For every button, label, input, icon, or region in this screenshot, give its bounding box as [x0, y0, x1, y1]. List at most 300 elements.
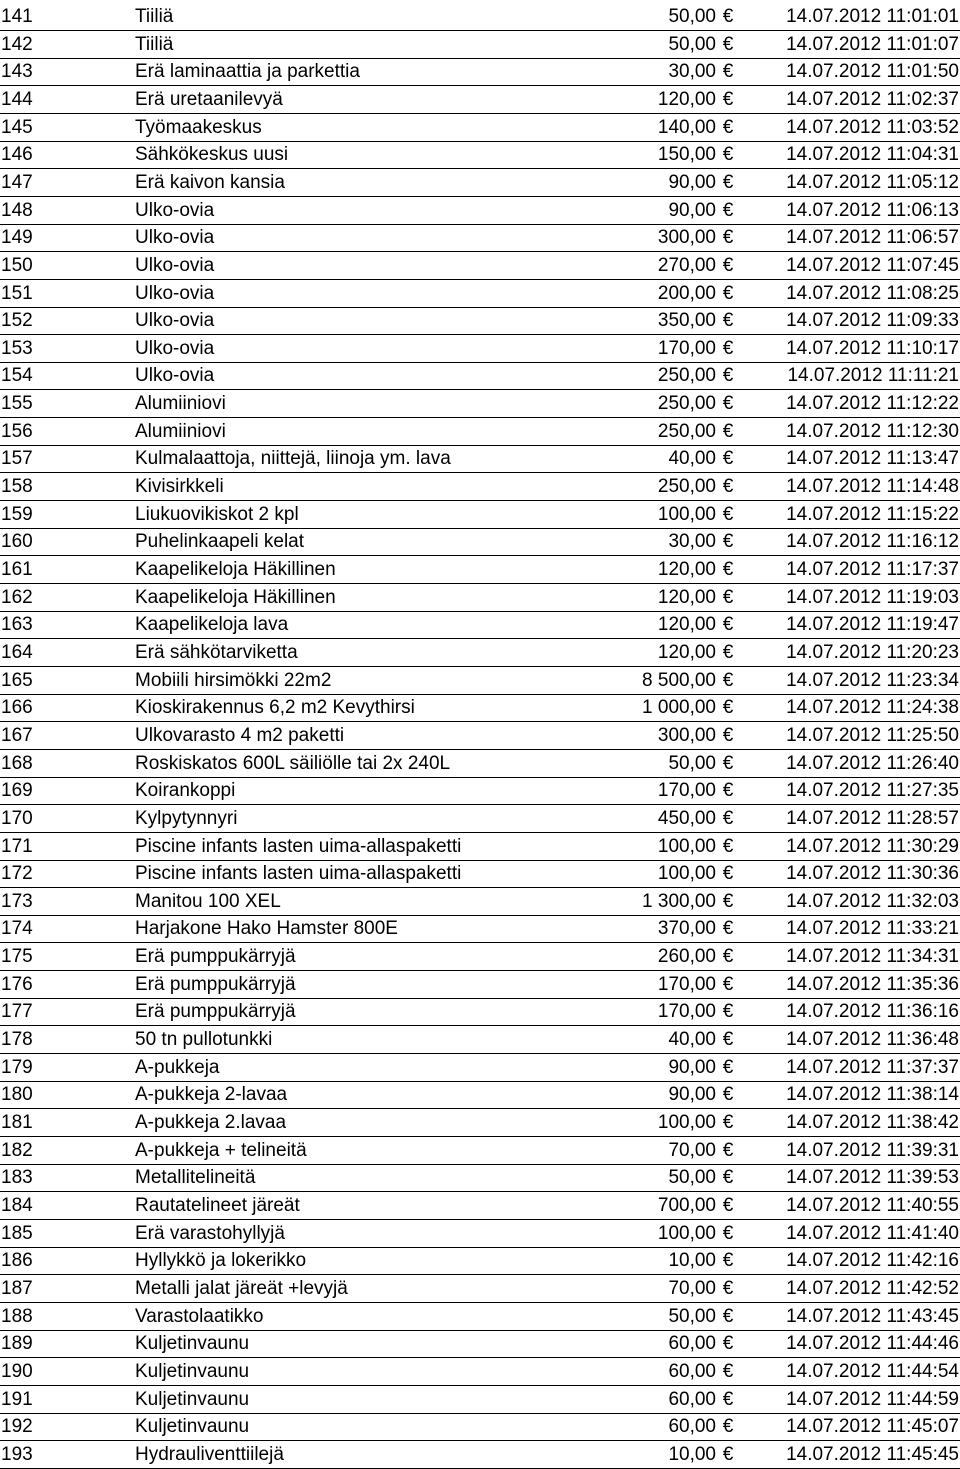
closing-timestamp: 14.07.2012 11:12:22: [786, 393, 959, 415]
item-name: Kuljetinvaunu: [135, 1360, 250, 1382]
currency-symbol: €: [722, 614, 734, 636]
currency-symbol: €: [722, 1360, 734, 1382]
item-price: 60,00: [668, 1388, 716, 1410]
closing-timestamp: 14.07.2012 11:44:59: [786, 1388, 959, 1410]
currency-symbol: €: [722, 1139, 734, 1161]
table-row: [0, 281, 960, 308]
item-name: Alumiiniovi: [135, 420, 226, 442]
row-number: 154: [1, 365, 33, 387]
item-name: Hydrauliventtiilejä: [135, 1443, 284, 1465]
item-name: Työmaakeskus: [135, 116, 262, 138]
item-price: 60,00: [668, 1360, 716, 1382]
currency-symbol: €: [722, 835, 734, 857]
closing-timestamp: 14.07.2012 11:38:14: [786, 1084, 959, 1106]
row-number: 176: [1, 973, 33, 995]
currency-symbol: €: [722, 144, 734, 166]
table-row: [0, 612, 960, 639]
row-number: 148: [1, 199, 33, 221]
currency-symbol: €: [722, 973, 734, 995]
table-row: [0, 59, 960, 86]
item-price: 250,00: [657, 420, 716, 442]
item-name: Manitou 100 XEL: [135, 890, 281, 912]
currency-symbol: €: [722, 1167, 734, 1189]
currency-symbol: €: [722, 1084, 734, 1106]
item-name: Ulko-ovia: [135, 199, 215, 221]
row-number: 160: [1, 531, 33, 553]
item-name: Tiiliä: [135, 33, 174, 55]
row-number: 149: [1, 227, 33, 249]
closing-timestamp: 14.07.2012 11:35:36: [786, 973, 959, 995]
currency-symbol: €: [722, 669, 734, 691]
row-number: 141: [1, 6, 33, 27]
table-row: [0, 999, 960, 1026]
closing-timestamp: 14.07.2012 11:20:23: [786, 641, 959, 663]
table-row: [0, 1304, 960, 1331]
closing-timestamp: 14.07.2012 11:06:13: [786, 199, 959, 221]
table-row: [0, 529, 960, 556]
row-number: 181: [1, 1112, 33, 1133]
item-name: Erä laminaattia ja parkettia: [135, 61, 360, 83]
closing-timestamp: 14.07.2012 11:37:37: [786, 1056, 959, 1078]
table-row: [0, 419, 960, 446]
table-row: [0, 1248, 960, 1275]
closing-timestamp: 14.07.2012 11:26:40: [786, 752, 959, 774]
table-row: [0, 916, 960, 943]
row-number: 155: [1, 393, 33, 415]
currency-symbol: €: [722, 863, 734, 885]
currency-symbol: €: [722, 448, 734, 470]
currency-symbol: €: [722, 1333, 734, 1355]
row-number: 187: [1, 1277, 33, 1299]
item-price: 120,00: [657, 614, 716, 636]
closing-timestamp: 14.07.2012 11:45:07: [786, 1416, 959, 1438]
row-number: 169: [1, 780, 33, 802]
currency-symbol: €: [722, 6, 734, 27]
item-name: Kaapelikeloja Häkillinen: [135, 586, 336, 608]
row-number: 191: [1, 1388, 33, 1410]
item-price: 450,00: [657, 807, 716, 829]
item-name: Metalli jalat järeät +levyjä: [135, 1277, 348, 1299]
closing-timestamp: 14.07.2012 11:36:16: [786, 1001, 959, 1023]
table-row: [0, 695, 960, 722]
item-name: Kuljetinvaunu: [135, 1333, 250, 1355]
closing-timestamp: 14.07.2012 11:07:45: [786, 254, 959, 276]
item-price: 300,00: [657, 724, 716, 746]
item-price: 8 500,00: [642, 669, 716, 691]
item-name: Ulko-ovia: [135, 310, 215, 332]
row-number: 180: [1, 1084, 33, 1106]
closing-timestamp: 14.07.2012 11:27:35: [786, 780, 959, 802]
item-price: 370,00: [657, 918, 716, 940]
currency-symbol: €: [722, 752, 734, 774]
item-name: Kivisirkkeli: [135, 476, 224, 497]
item-name: Erä kaivon kansia: [135, 171, 285, 193]
item-price: 1 300,00: [642, 890, 716, 912]
item-name: Ulko-ovia: [135, 365, 215, 387]
currency-symbol: €: [722, 946, 734, 968]
table-row: [0, 1359, 960, 1386]
currency-symbol: €: [722, 724, 734, 746]
item-name: A-pukkeja: [135, 1056, 220, 1078]
item-name: Sähkökeskus uusi: [135, 144, 289, 166]
item-price: 40,00: [668, 448, 716, 470]
item-name: Kaapelikeloja Häkillinen: [135, 559, 336, 580]
currency-symbol: €: [722, 1056, 734, 1078]
closing-timestamp: 14.07.2012 11:28:57: [786, 807, 959, 829]
item-name: A-pukkeja + telineitä: [135, 1139, 307, 1161]
row-number: 166: [1, 697, 33, 719]
closing-timestamp: 14.07.2012 11:04:31: [786, 144, 959, 166]
row-number: 188: [1, 1305, 33, 1327]
item-name: Kuljetinvaunu: [135, 1416, 250, 1438]
closing-timestamp: 14.07.2012 11:13:47: [786, 448, 959, 470]
table-row: [0, 1138, 960, 1165]
row-number: 186: [1, 1250, 33, 1272]
item-price: 120,00: [657, 586, 716, 608]
item-name: Kylpytynnyri: [135, 807, 238, 829]
item-name: Kaapelikeloja lava: [135, 614, 289, 636]
closing-timestamp: 14.07.2012 11:24:38: [786, 697, 959, 719]
item-price: 100,00: [657, 1112, 716, 1133]
closing-timestamp: 14.07.2012 11:19:03: [786, 586, 959, 608]
currency-symbol: €: [722, 1195, 734, 1216]
closing-timestamp: 14.07.2012 11:01:50: [786, 61, 959, 83]
table-row: [0, 170, 960, 197]
closing-timestamp: 14.07.2012 11:44:46: [786, 1333, 959, 1355]
row-number: 177: [1, 1001, 33, 1023]
item-name: Alumiiniovi: [135, 393, 226, 415]
row-number: 175: [1, 946, 33, 968]
closing-timestamp: 14.07.2012 11:30:29: [786, 835, 959, 857]
table-row: [0, 363, 960, 390]
currency-symbol: €: [722, 33, 734, 55]
item-price: 50,00: [668, 33, 716, 55]
row-number: 170: [1, 807, 33, 829]
closing-timestamp: 14.07.2012 11:42:52: [786, 1277, 959, 1299]
currency-symbol: €: [722, 116, 734, 138]
item-name: Koirankoppi: [135, 780, 236, 802]
row-number: 153: [1, 337, 33, 359]
item-price: 1 000,00: [642, 697, 716, 719]
item-price: 120,00: [657, 559, 716, 580]
item-price: 170,00: [657, 973, 716, 995]
item-price: 50,00: [668, 6, 716, 27]
row-number: 144: [1, 88, 33, 110]
closing-timestamp: 14.07.2012 11:16:12: [786, 531, 959, 553]
item-price: 70,00: [668, 1139, 716, 1161]
item-name: Puhelinkaapeli kelat: [135, 531, 305, 553]
item-name: Erä varastohyllyjä: [135, 1222, 285, 1244]
currency-symbol: €: [722, 310, 734, 332]
item-price: 150,00: [657, 144, 716, 166]
item-price: 10,00: [668, 1443, 716, 1465]
row-number: 145: [1, 116, 33, 138]
table-row: [0, 1165, 960, 1192]
closing-timestamp: 14.07.2012 11:06:57: [786, 227, 959, 249]
item-price: 120,00: [657, 88, 716, 110]
row-number: 172: [1, 863, 33, 885]
row-number: 147: [1, 171, 33, 193]
currency-symbol: €: [722, 227, 734, 249]
item-price: 90,00: [668, 171, 716, 193]
item-price: 250,00: [657, 476, 716, 497]
row-number: 178: [1, 1029, 33, 1050]
item-price: 700,00: [657, 1195, 716, 1216]
table-row: [0, 889, 960, 916]
item-price: 250,00: [657, 393, 716, 415]
currency-symbol: €: [722, 1250, 734, 1272]
closing-timestamp: 14.07.2012 11:08:25: [786, 282, 959, 304]
table-row: [0, 446, 960, 473]
closing-timestamp: 14.07.2012 11:30:36: [786, 863, 959, 885]
currency-symbol: €: [722, 531, 734, 553]
closing-timestamp: 14.07.2012 11:19:47: [786, 614, 959, 636]
item-name: Varastolaatikko: [135, 1305, 264, 1327]
closing-timestamp: 14.07.2012 11:32:03: [786, 890, 959, 912]
row-number: 193: [1, 1443, 33, 1465]
row-number: 171: [1, 835, 33, 857]
table-row: [0, 1442, 960, 1469]
closing-timestamp: 14.07.2012 11:41:40: [786, 1222, 959, 1244]
table-row: [0, 4, 960, 31]
item-price: 100,00: [657, 863, 716, 885]
row-number: 162: [1, 586, 33, 608]
table-row: [0, 502, 960, 529]
currency-symbol: €: [722, 199, 734, 221]
row-number: 163: [1, 614, 33, 636]
item-price: 90,00: [668, 199, 716, 221]
row-number: 157: [1, 448, 33, 470]
currency-symbol: €: [722, 1443, 734, 1465]
closing-timestamp: 14.07.2012 11:09:33: [786, 310, 959, 332]
closing-timestamp: 14.07.2012 11:39:53: [786, 1167, 959, 1189]
table-row: [0, 142, 960, 169]
currency-symbol: €: [722, 1222, 734, 1244]
item-name: Harjakone Hako Hamster 800E: [135, 918, 398, 940]
table-row: [0, 253, 960, 280]
closing-timestamp: 14.07.2012 11:45:45: [786, 1443, 959, 1465]
table-row: [0, 115, 960, 142]
item-name: Liukuovikiskot 2 kpl: [135, 503, 299, 525]
row-number: 184: [1, 1195, 33, 1216]
row-number: 190: [1, 1360, 33, 1382]
table-row: [0, 972, 960, 999]
closing-timestamp: 14.07.2012 11:14:48: [786, 476, 959, 497]
currency-symbol: €: [722, 1112, 734, 1133]
item-price: 10,00: [668, 1250, 716, 1272]
currency-symbol: €: [722, 365, 734, 387]
table-row: [0, 723, 960, 750]
closing-timestamp: 14.07.2012 11:40:55: [786, 1195, 959, 1216]
currency-symbol: €: [722, 254, 734, 276]
item-price: 60,00: [668, 1416, 716, 1438]
table-row: [0, 336, 960, 363]
closing-timestamp: 14.07.2012 11:34:31: [786, 946, 959, 968]
item-name: Piscine infants lasten uima-allaspaketti: [135, 863, 462, 885]
table-row: [0, 1221, 960, 1248]
currency-symbol: €: [722, 1001, 734, 1023]
table-row: [0, 861, 960, 888]
row-number: 150: [1, 254, 33, 276]
row-number: 183: [1, 1167, 33, 1189]
closing-timestamp: 14.07.2012 11:25:50: [786, 724, 959, 746]
currency-symbol: €: [722, 476, 734, 497]
item-price: 100,00: [657, 503, 716, 525]
row-number: 173: [1, 890, 33, 912]
item-name: Erä pumppukärryjä: [135, 973, 296, 995]
item-name: Kioskirakennus 6,2 m2 Kevythirsi: [135, 697, 415, 719]
table-row: [0, 1331, 960, 1358]
row-number: 167: [1, 724, 33, 746]
item-name: Ulko-ovia: [135, 254, 215, 276]
row-number: 165: [1, 669, 33, 691]
row-number: 142: [1, 33, 33, 55]
row-number: 164: [1, 641, 33, 663]
item-price: 270,00: [657, 254, 716, 276]
item-name: Rautatelineet järeät: [135, 1195, 300, 1216]
table-row: [0, 1193, 960, 1220]
item-price: 50,00: [668, 1305, 716, 1327]
row-number: 192: [1, 1416, 33, 1438]
item-name: Tiiliä: [135, 6, 174, 27]
currency-symbol: €: [722, 586, 734, 608]
item-price: 30,00: [668, 61, 716, 83]
item-name: Ulko-ovia: [135, 337, 215, 359]
row-number: 182: [1, 1139, 33, 1161]
table-row: [0, 668, 960, 695]
row-number: 179: [1, 1056, 33, 1078]
currency-symbol: €: [722, 641, 734, 663]
table-row: [0, 308, 960, 335]
table-row: [0, 1276, 960, 1303]
item-price: 70,00: [668, 1277, 716, 1299]
table-row: [0, 391, 960, 418]
currency-symbol: €: [722, 1029, 734, 1050]
item-price: 170,00: [657, 337, 716, 359]
table-row: [0, 834, 960, 861]
table-row: [0, 557, 960, 584]
item-name: A-pukkeja 2.lavaa: [135, 1112, 287, 1133]
currency-symbol: €: [722, 807, 734, 829]
closing-timestamp: 14.07.2012 11:17:37: [786, 559, 959, 580]
currency-symbol: €: [722, 697, 734, 719]
item-name: Kuljetinvaunu: [135, 1388, 250, 1410]
item-price: 260,00: [657, 946, 716, 968]
currency-symbol: €: [722, 1277, 734, 1299]
table-row: [0, 1110, 960, 1137]
item-name: Metallitelineitä: [135, 1167, 256, 1189]
currency-symbol: €: [722, 780, 734, 802]
table-row: [0, 585, 960, 612]
table-row: [0, 32, 960, 59]
closing-timestamp: 14.07.2012 11:44:54: [786, 1360, 959, 1382]
currency-symbol: €: [722, 337, 734, 359]
item-name: Piscine infants lasten uima-allaspaketti: [135, 835, 462, 857]
closing-timestamp: 14.07.2012 11:05:12: [786, 171, 959, 193]
closing-timestamp: 14.07.2012 11:39:31: [786, 1139, 959, 1161]
item-name: Erä pumppukärryjä: [135, 1001, 296, 1023]
currency-symbol: €: [722, 88, 734, 110]
currency-symbol: €: [722, 393, 734, 415]
item-price: 140,00: [657, 116, 716, 138]
item-name: Erä pumppukärryjä: [135, 946, 296, 968]
closing-timestamp: 14.07.2012 11:03:52: [786, 116, 959, 138]
closing-timestamp: 14.07.2012 11:42:16: [786, 1250, 959, 1272]
currency-symbol: €: [722, 171, 734, 193]
item-price: 170,00: [657, 780, 716, 802]
table-row: [0, 1027, 960, 1054]
closing-timestamp: 14.07.2012 11:10:17: [786, 337, 959, 359]
row-number: 143: [1, 61, 33, 83]
closing-timestamp: 14.07.2012 11:38:42: [786, 1112, 959, 1133]
table-row: [0, 806, 960, 833]
item-name: Kulmalaattoja, niittejä, liinoja ym. lava: [135, 448, 451, 470]
item-price: 170,00: [657, 1001, 716, 1023]
currency-symbol: €: [722, 918, 734, 940]
currency-symbol: €: [722, 1305, 734, 1327]
row-number: 151: [1, 282, 33, 304]
currency-symbol: €: [722, 282, 734, 304]
row-number: 161: [1, 559, 33, 580]
item-name: Ulko-ovia: [135, 282, 215, 304]
closing-timestamp: 14.07.2012 11:01:07: [786, 33, 959, 55]
row-number: 146: [1, 144, 33, 166]
currency-symbol: €: [722, 1416, 734, 1438]
currency-symbol: €: [722, 503, 734, 525]
table-row: [0, 640, 960, 667]
currency-symbol: €: [722, 890, 734, 912]
table-row: [0, 1055, 960, 1082]
item-price: 30,00: [668, 531, 716, 553]
currency-symbol: €: [722, 559, 734, 580]
item-price: 100,00: [657, 1222, 716, 1244]
item-name: Roskiskatos 600L säiliölle tai 2x 240L: [135, 752, 451, 774]
row-number: 185: [1, 1222, 33, 1244]
item-price: 100,00: [657, 835, 716, 857]
item-name: Ulkovarasto 4 m2 paketti: [135, 724, 345, 746]
item-price: 60,00: [668, 1333, 716, 1355]
closing-timestamp: 14.07.2012 11:01:01: [786, 6, 959, 27]
closing-timestamp: 14.07.2012 11:36:48: [786, 1029, 959, 1050]
item-name: A-pukkeja 2-lavaa: [135, 1084, 288, 1106]
closing-timestamp: 14.07.2012 11:33:21: [786, 918, 959, 940]
item-price: 40,00: [668, 1029, 716, 1050]
item-price: 50,00: [668, 752, 716, 774]
closing-timestamp: 14.07.2012 11:02:37: [786, 88, 959, 110]
item-price: 50,00: [668, 1167, 716, 1189]
item-price: 250,00: [657, 365, 716, 387]
currency-symbol: €: [722, 420, 734, 442]
closing-timestamp: 14.07.2012 11:15:22: [786, 503, 959, 525]
table-row: [0, 1387, 960, 1414]
row-number: 189: [1, 1333, 33, 1355]
item-name: Ulko-ovia: [135, 227, 215, 249]
table-row: [0, 225, 960, 252]
closing-timestamp: 14.07.2012 11:11:21: [787, 365, 959, 387]
currency-symbol: €: [722, 1388, 734, 1410]
row-number: 156: [1, 420, 33, 442]
item-name: Erä sähkötarviketta: [135, 641, 298, 663]
item-price: 300,00: [657, 227, 716, 249]
table-row: [0, 87, 960, 114]
row-number: 159: [1, 503, 33, 525]
closing-timestamp: 14.07.2012 11:12:30: [786, 420, 959, 442]
row-number: 152: [1, 310, 33, 332]
closing-timestamp: 14.07.2012 11:43:45: [786, 1305, 959, 1327]
item-price: 200,00: [657, 282, 716, 304]
closing-timestamp: 14.07.2012 11:23:34: [786, 669, 959, 691]
table-row: [0, 474, 960, 501]
